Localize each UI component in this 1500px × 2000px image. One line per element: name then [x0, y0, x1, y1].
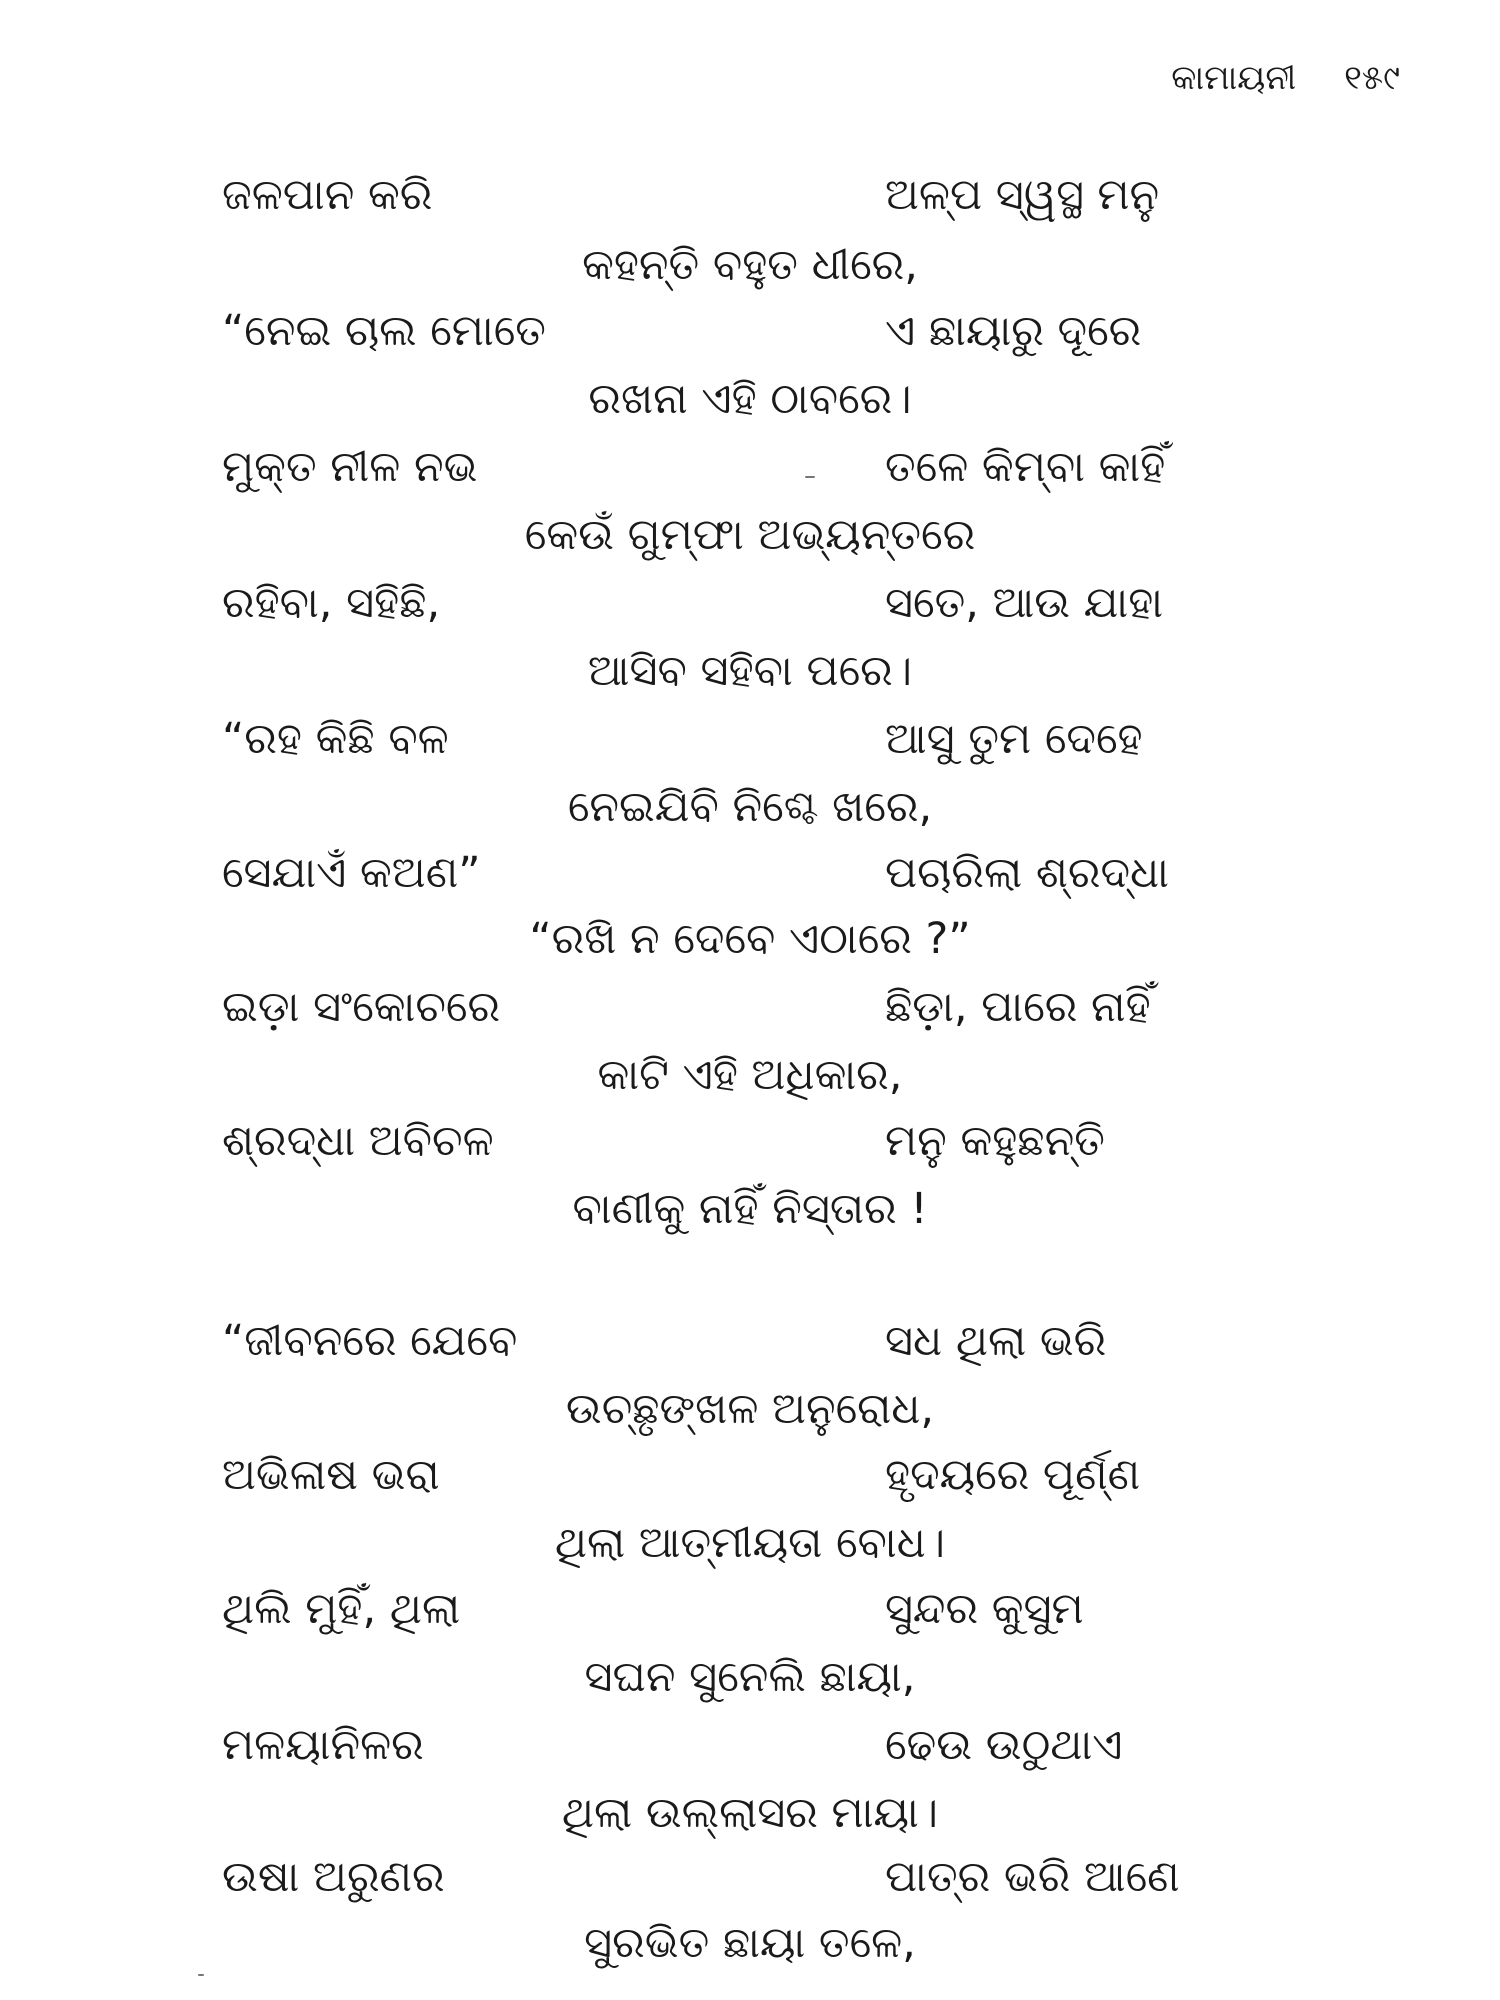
verse-line-right: ମନୁ କହୁଛନ୍ତି	[885, 1116, 1105, 1166]
verse-line-right: ଛିଡ଼ା, ପାରେ ନାହିଁ	[885, 982, 1151, 1032]
verse-line-left: “ନେଇ ଚାଲ ମୋତେ	[222, 306, 546, 356]
running-header	[1171, 58, 1400, 98]
verse-line-center: ସୁରଭିତ ଛାୟା ତଳେ,	[584, 1918, 916, 1968]
verse-line-left: ରହିବା, ସହିଛି,	[222, 578, 441, 628]
verse-line-left: “ରହ କିଛି ବଳ	[222, 714, 449, 764]
verse-line-right: ଅଳ୍ପ ସ୍ୱସ୍ଥ ମନୁ	[885, 170, 1160, 220]
verse-line-left: “ଜୀବନରେ ଯେବେ	[222, 1316, 518, 1366]
verse-line-left: ମଳୟାନିଳର	[222, 1720, 424, 1770]
verse-line-center: ଥିଲା ଆତ୍ମୀୟତା ବୋଧ।	[554, 1518, 946, 1568]
verse-line-left: ଜଳପାନ କରି	[222, 170, 433, 220]
verse-line-center: ଉଚ୍ଛୃଙ୍ଖଳ ଅନୁରୋଧ,	[565, 1384, 935, 1434]
book-title: କାମାୟନୀ	[1171, 58, 1297, 98]
verse-line-right: ଢେଉ ଉଠୁଥାଏ	[885, 1720, 1123, 1770]
verse-line-right: ଆସୁ ତୁମ ଦେହେ	[885, 714, 1143, 764]
verse-line-center: ବାଣୀକୁ ନାହିଁ ନିସ୍ତାର !	[572, 1184, 928, 1234]
verse-line-center: ଆସିବ ସହିବା ପରେ।	[587, 646, 913, 696]
verse-line-right: ସତେ, ଆଉ ଯାହା	[885, 578, 1164, 628]
verse-line-right: ସୁନ୍ଦର କୁସୁମ	[885, 1584, 1084, 1634]
verse-line-center: ସଘନ ସୁନେଲି ଛାୟା,	[584, 1652, 916, 1702]
verse-line-right: ଏ ଛାୟାରୁ ଦୂରେ	[885, 306, 1142, 356]
verse-line-right: ପାତ୍ର ଭରି ଆଣେ	[885, 1852, 1180, 1902]
verse-line-center: ଥିଲା ଉଲ୍ଲାସର ମାୟା।	[561, 1788, 939, 1838]
verse-line-center: “ରଖି ନ ଦେବେ ଏଠାରେ ?”	[529, 914, 971, 964]
verse-line-left: ମୁକ୍ତ ନୀଳ ନଭ	[222, 442, 478, 492]
verse-line-left: ଥିଲି ମୁହିଁ, ଥିଲା	[222, 1584, 461, 1634]
verse-line-left: ଅଭିଳାଷ ଭରା	[222, 1450, 440, 1500]
verse-line-center: ନେଇଯିବି ନିଶ୍ଚେ ଖରେ,	[567, 782, 933, 832]
page-number: ୧୫୯	[1344, 58, 1400, 98]
verse-line-right: ପଚାରିଲା ଶ୍ରଦ୍ଧା	[885, 848, 1169, 898]
verse-line-left: ଶ୍ରଦ୍ଧା ଅବିଚଳ	[222, 1116, 494, 1166]
verse-line-center: କେଉଁ ଗୁମ୍ଫା ଅଭ୍ୟନ୍ତରେ	[524, 510, 976, 560]
verse-line-center: କାଟି ଏହି ଅଧିକାର,	[597, 1050, 903, 1100]
verse-line-center: ରଖନା ଏହି ଠାବରେ।	[588, 374, 912, 424]
print-speck	[198, 1974, 204, 1976]
verse-line-left: ସେଯାଏଁ କଅଣ”	[222, 848, 481, 898]
verse-line-left: ଇଡ଼ା ସଂକୋଚରେ	[222, 982, 501, 1032]
verse-line-right: ସଧ ଥିଲା ଭରି	[885, 1316, 1107, 1366]
verse-line-left: ଉଷା ଅରୁଣର	[222, 1852, 445, 1902]
verse-line-center: କହନ୍ତି ବହୁତ ଧୀରେ,	[582, 240, 918, 290]
verse-line-right: ହୃଦୟରେ ପୂର୍ଣ୍ଣ	[885, 1450, 1141, 1500]
verse-line-right: ତଳେ କିମ୍ବା କାହିଁ	[885, 442, 1166, 492]
print-speck	[805, 476, 815, 478]
